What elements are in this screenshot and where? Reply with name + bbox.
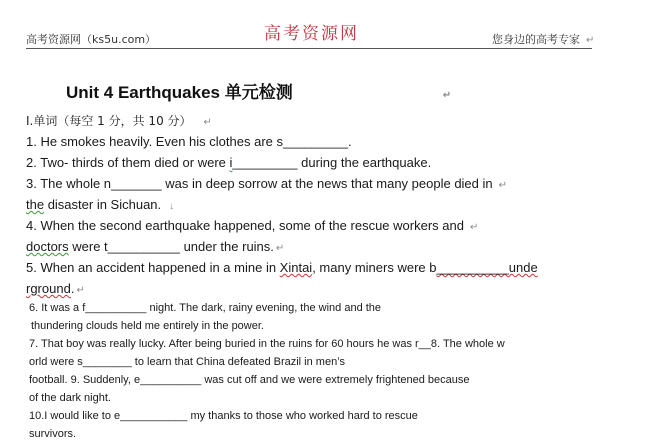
question-2-blank-letter: i	[229, 155, 233, 170]
question-3-text-b: the	[26, 197, 45, 212]
question-3-line-2	[26, 197, 174, 212]
page-header	[0, 0, 656, 50]
header-logo: 高考资源网	[264, 24, 359, 44]
question-1-text: 1. He smokes heavily. Even his clothes are s_________.	[26, 134, 352, 149]
paragraph-mark-icon: ↵	[469, 222, 479, 233]
question-5-text-f: .	[70, 281, 75, 296]
question-5-text-c: , many miners were b	[312, 260, 437, 275]
section-heading-text: Ⅰ.单词（每空 1 分，共 10 分）	[26, 114, 192, 128]
document-title	[66, 78, 451, 103]
question-2	[26, 155, 431, 170]
paragraph-mark-icon: ↵	[76, 285, 85, 296]
question-2-text-c: _________ during the earthquake.	[232, 155, 432, 170]
header-rule	[26, 48, 592, 49]
header-right-text	[492, 31, 594, 47]
question-3-line-1	[26, 176, 507, 191]
question-4-line-1	[26, 218, 478, 233]
question-5-text-d: __________unde	[436, 260, 538, 275]
question-3-text-c: disaster in Sichuan.	[44, 197, 162, 212]
paragraph-mark-icon: ↵	[442, 90, 452, 101]
question-2-text-a: 2. Two- thirds of them died or were	[26, 155, 230, 170]
question-6-line-1: 6. It was a f__________ night. The dark, rainy evening, the wind and the	[29, 302, 382, 314]
question-5-text-a: 5. When an accident happened in a mine in	[26, 260, 280, 275]
paragraph-mark-icon: ↵	[586, 35, 595, 46]
question-4-text-a: 4. When the second earthquake happened, some of the rescue workers and	[26, 218, 464, 233]
question-5-text-e: rground	[26, 281, 71, 296]
paragraph-mark-icon: ↵	[498, 180, 508, 191]
question-10-line-1: 10.I would like to e___________ my thanks to those who worked hard to rescue	[29, 410, 418, 422]
question-7-line-2: orld were s________ to learn that China defeated Brazil in men’s	[29, 356, 345, 368]
question-1	[26, 134, 352, 149]
header-right-label: 您身边的高考专家	[492, 33, 580, 46]
question-6-line-2: thundering clouds held me entirely in the power.	[31, 320, 264, 332]
document-title-text: Unit 4 Earthquakes 单元检测	[66, 83, 293, 102]
paragraph-mark-icon: ↵	[275, 243, 285, 254]
question-9-line-2: of the dark night.	[29, 392, 111, 404]
line-break-icon: ↓	[169, 201, 175, 212]
question-5-line-2	[26, 281, 85, 296]
question-4-text-c: were t__________ under the ruins.	[68, 239, 274, 254]
question-9-line-1: football. 9. Suddenly, e__________ was cut off and we were extremely frightened because	[29, 374, 470, 386]
question-3-text-a: 3. The whole n_______ was in deep sorrow at the news that many people died in	[26, 176, 493, 191]
question-5-place-name: Xintai	[279, 260, 313, 275]
question-4-text-b: doctors	[26, 239, 69, 254]
question-4-line-2	[26, 239, 284, 254]
question-10-line-2: survivors.	[29, 428, 77, 440]
question-5-line-1	[26, 260, 538, 275]
section-heading	[26, 112, 212, 129]
paragraph-mark-icon: ↵	[203, 117, 212, 128]
question-7-line-1: 7. That boy was really lucky. After being buried in the ruins for 60 hours he was r__8. The whole w	[29, 338, 505, 350]
header-left-text: 高考资源网（ks5u.com）	[26, 33, 157, 46]
